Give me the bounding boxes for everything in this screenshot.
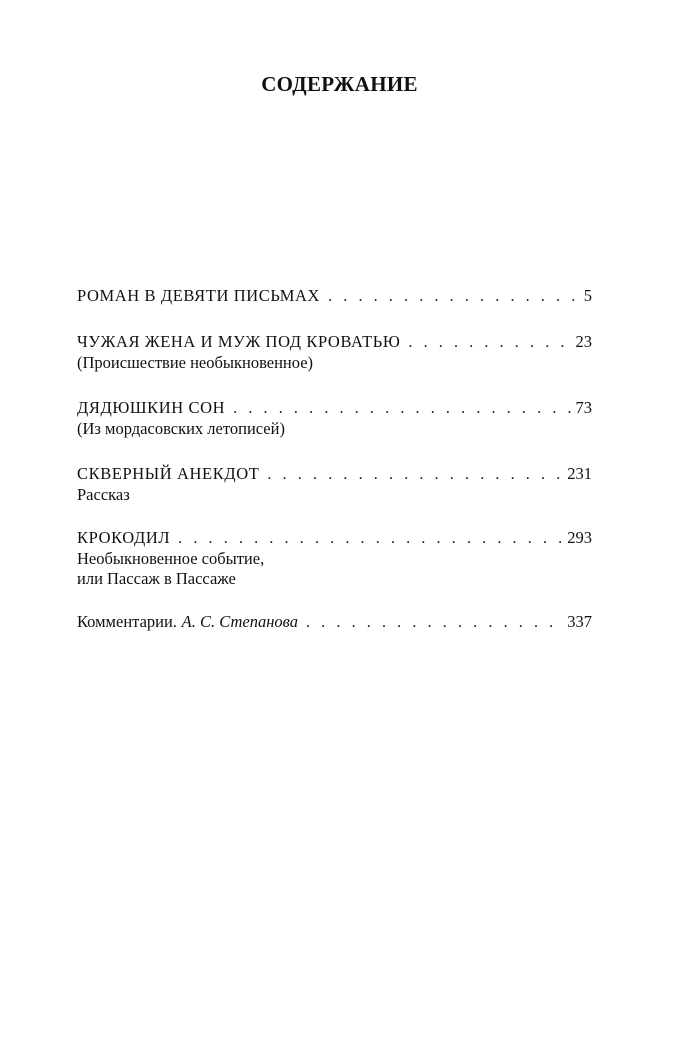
toc-entry-title: РОМАН В ДЕВЯТИ ПИСЬМАХ <box>77 286 321 305</box>
toc-entry-title: ДЯДЮШКИН СОН <box>77 398 226 417</box>
toc-entry-line <box>77 612 592 633</box>
toc-entry-subtitle: Необыкновенное событие, <box>77 549 265 568</box>
toc-entry-line <box>77 528 592 549</box>
toc-entry-subtitle: Рассказ <box>77 485 130 504</box>
toc-entry-line <box>77 332 592 353</box>
toc-entry <box>77 286 592 307</box>
toc-entry-line <box>77 398 592 419</box>
toc-entry-title: КРОКОДИЛ <box>77 528 171 547</box>
toc-page-number: 73 <box>575 398 592 417</box>
toc-entry-author: А. С. Степанова <box>181 612 298 631</box>
dot-leader <box>233 399 571 419</box>
toc-page-number: 231 <box>567 464 592 483</box>
toc-page-number: 5 <box>583 286 592 305</box>
page-title: СОДЕРЖАНИЕ <box>261 72 418 96</box>
dot-leader <box>306 613 563 633</box>
dot-leader <box>267 465 563 485</box>
toc-entry-line <box>77 464 592 485</box>
toc-entry <box>77 398 592 439</box>
toc-entry <box>77 464 592 505</box>
toc-entry-subtitle: или Пассаж в Пассаже <box>77 569 236 588</box>
toc-page-number: 293 <box>567 528 592 547</box>
toc-entry-subtitle: (Из мордасовских летописей) <box>77 419 285 438</box>
toc-entry-title <box>77 612 298 632</box>
dot-leader <box>178 529 563 549</box>
toc-entry <box>77 612 592 633</box>
toc-entry-subtitle: (Происшествие необыкновенное) <box>77 353 314 372</box>
toc-entry <box>77 332 592 373</box>
toc-entry <box>77 528 592 589</box>
toc-entry-title: СКВЕРНЫЙ АНЕКДОТ <box>77 464 260 483</box>
toc-entry-title: ЧУЖАЯ ЖЕНА И МУЖ ПОД КРОВАТЬЮ <box>77 332 401 351</box>
toc-entry-line <box>77 286 592 307</box>
toc-page-number: 337 <box>567 612 592 631</box>
toc-entry-title-text: Комментарии. <box>77 612 177 631</box>
dot-leader <box>408 333 571 353</box>
dot-leader <box>328 287 580 307</box>
toc-page-number: 23 <box>575 332 592 351</box>
